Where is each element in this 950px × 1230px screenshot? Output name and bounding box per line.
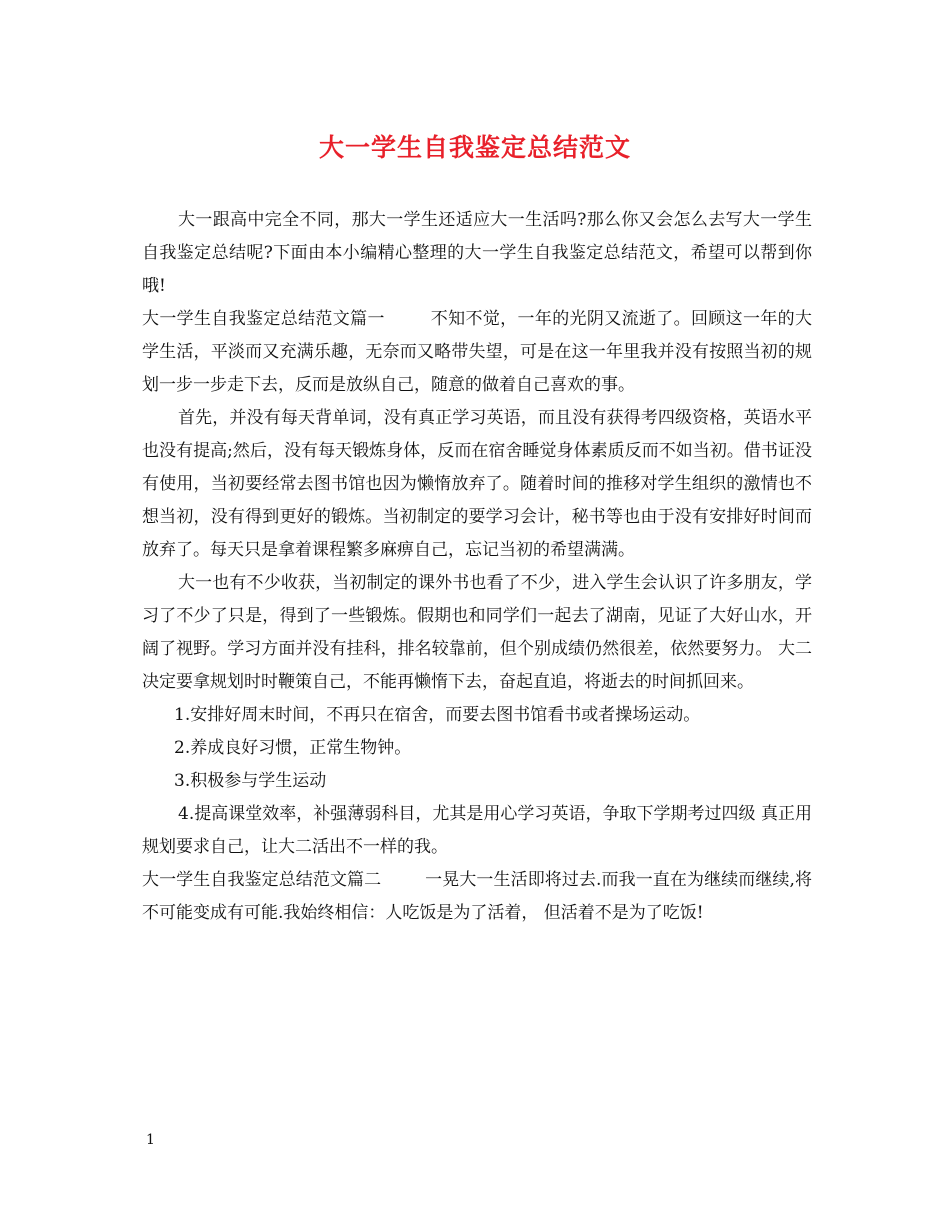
list-item-1: 1.安排好周末时间，不再只在宿舍，而要去图书馆看书或者操场运动。 (174, 705, 701, 725)
list-item-2: 2.养成良好习惯，正常生物钟。 (174, 738, 412, 758)
section-2-heading: 大一学生自我鉴定总结范文篇二 (142, 870, 382, 890)
list-item-4: 4.提高课堂效率，补强薄弱科目，尤其是用心学习英语，争取下学期考过四级 真正用规划要求自己，让大二活出不一样的我。 (142, 804, 812, 857)
paragraph-2: 首先，并没有每天背单词，没有真正学习英语，而且没有获得考四级资格，英语水平也没有提高;然后，没有每天锻炼身体，反而在宿舍睡觉身体素质反而不如当初。借书证没有使用，当初要经常去图书馆也因为懒惰放弃了。随着时间的推移对学生组织的激情也不想当初，没有得到更好的锻炼。当初制定的要学习会计，秘书等也由于没有安排好时间而放弃了。每天只是拿着课程繁多麻痹自己，忘记当初的希望满满。 (142, 408, 812, 560)
document-body (142, 204, 812, 930)
section-2-paragraph (142, 864, 812, 930)
section-1-text: 不知不觉，一年的光阴又流逝了。回顾这一年的大学生活，平淡而又充满乐趣，无奈而又略带失望，可是在这一年里我并没有按照当初的规划一步一步走下去，反而是放纵自己，随意的做着自己喜欢的事。 (142, 309, 813, 395)
section-1-paragraph (142, 303, 812, 402)
page-number: 1 (146, 1132, 155, 1148)
paragraph-3: 大一也有不少收获，当初制定的课外书也看了不少，进入学生会认识了许多朋友，学习了不少了只是，得到了一些锻炼。假期也和同学们一起去了湖南，见证了大好山水，开阔了视野。学习方面并没有挂科，排名较靠前，但个别成绩仍然很差，依然要努力。 大二决定要拿规划时时鞭策自己，不能再懒惰下去，奋起直追，将逝去的时间抓回来。 (142, 573, 812, 692)
document-title: 大一学生自我鉴定总结范文 (318, 133, 631, 162)
list-item-3: 3.积极参与学生运动 (174, 771, 327, 791)
intro-paragraph: 大一跟高中完全不同，那大一学生还适应大一生活吗?那么你又会怎么去写大一学生自我鉴定总结呢?下面由本小编精心整理的大一学生自我鉴定总结范文，希望可以帮到你哦! (142, 210, 812, 296)
section-2-text: 一晃大一生活即将过去.而我一直在为继续而继续,将不可能变成有可能.我始终相信：人吃饭是为了活着， 但活着不是为了吃饭! (142, 870, 812, 923)
section-1-heading: 大一学生自我鉴定总结范文篇一 (142, 309, 385, 329)
